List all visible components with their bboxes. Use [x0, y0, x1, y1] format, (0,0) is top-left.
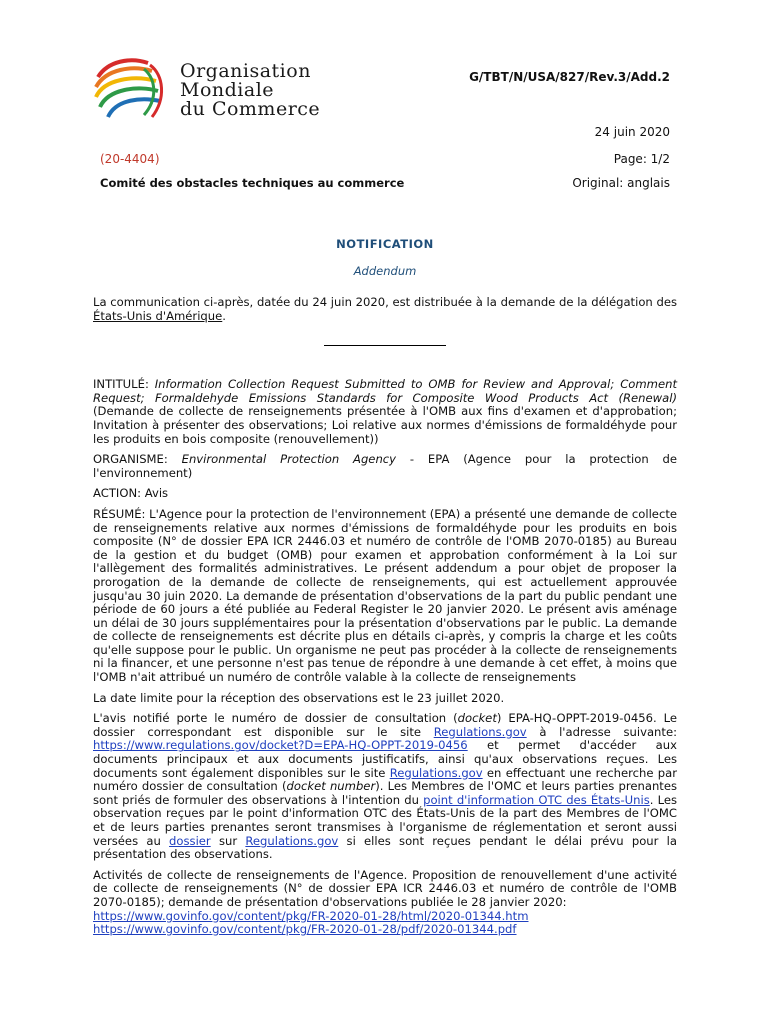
docket-text-2: ) EPA-HQ-OPPT-2019-0456. Le dossier correspondant est disponible sur le site: [93, 711, 678, 739]
wto-logo-icon: [90, 55, 180, 125]
activities-paragraph: [93, 869, 677, 937]
intro-text: La communication ci-après, datée du 24 juin 2020, est distribuée à la demande de la délégation des: [93, 295, 677, 309]
document-symbol: G/TBT/N/USA/827/Rev.3/Add.2: [469, 70, 670, 84]
document-date: 24 juin 2020: [594, 125, 670, 139]
docket-text-8: sur: [210, 833, 246, 848]
delegation-country: États-Unis d'Amérique: [93, 308, 223, 323]
agency-rest: - EPA (Agence pour la protection de l'environnement): [93, 452, 677, 480]
action-paragraph: ACTION: Avis: [93, 486, 169, 501]
resume-paragraph: RÉSUMÉ: L'Agence pour la protection de l'environnement (EPA) a présenté une demande de collecte de renseignements relative aux normes d'émissions de formaldéhyde pour les produits en bois composite (N° de dossier EPA ICR 2446.03 et numéro de contrôle de l'OMB 2070-0185) au Bureau de la gestion et du budget (OMB) pour examen et approbation conformément à la Loi sur l'allègement des formalités administratives. Le présent addendum a pour objet de proposer la prorogation de la demande de collecte de renseignements, qui est actuellement approuvée jusqu'au 30 juin 2020. La demande de présentation d'observations de la part du public pendant une période de 60 jours a été publiée au Federal Register le 20 janvier 2020. Le présent avis aménage un délai de 30 jours supplémentaires pour la présentation d'observations par le public. La demande de collecte de renseignements est décrite plus en détails ci-après, y compris la charge et les coûts qu'elle suppose pour le public. Un organisme ne peut pas procéder à la collecte de renseignements ni la financer, et une personne n'est pas tenue de répondre à une demande à cet effet, à moins que l'OMB n'ait attribué un numéro de contrôle valable à la collecte de renseignements: [93, 506, 677, 685]
activities-text: Activités de collecte de renseignements de l'Agence. Proposition de renouvellement d'une activité de collecte de renseignements (N° de dossier EPA ICR 2446.03 et numéro de contrôle de l'OMB 2070-0185); demande de présentation d'observations publiée le 28 janvier 2020:: [93, 867, 677, 909]
intitule-title-en: Information Collection Request Submitted to OMB for Review and Approval; Comment Request; Formaldehyde Emissions Standards for Composite Wood Products Act (Renewal): [93, 377, 677, 405]
separator-line: [324, 345, 446, 346]
organization-name: [180, 62, 320, 119]
intro-end: .: [222, 308, 226, 323]
organisme-paragraph: [93, 453, 677, 480]
intitule-label: INTITULÉ:: [93, 377, 155, 392]
govinfo-pdf-link[interactable]: https://www.govinfo.gov/content/pkg/FR-2020-01-28/pdf/2020-01344.pdf: [93, 922, 517, 937]
docket-number-term: docket number: [286, 779, 376, 794]
tbt-enquiry-point-link[interactable]: point d'information OTC des États-Unis: [423, 792, 650, 807]
org-line-2: Mondiale: [180, 79, 275, 101]
notification-title: NOTIFICATION: [336, 237, 434, 251]
docket-text-9: si elles sont reçues pendant le délai prévu pour la présentation des observations.: [93, 833, 677, 862]
regulations-link-1[interactable]: Regulations.gov: [433, 724, 527, 739]
org-line-1: Organisation: [180, 60, 311, 82]
deadline-paragraph: La date limite pour la réception des observations est le 23 juillet 2020.: [93, 690, 505, 705]
org-line-3: du Commerce: [180, 98, 321, 120]
docket-paragraph: [93, 712, 677, 862]
dossier-link[interactable]: dossier: [169, 833, 211, 848]
docket-word: docket: [457, 711, 497, 726]
regulations-link-3[interactable]: Regulations.gov: [245, 833, 339, 848]
docket-text-7: . Les observation reçues par le point d'information OTC des États-Unis de la part des Membres de l'OMC et de leurs parties prenantes seront transmises à l'organisme de réglementation et seront aussi versées au: [93, 792, 678, 848]
regulations-link-2[interactable]: Regulations.gov: [389, 765, 483, 780]
committee-name: Comité des obstacles techniques au commerce: [100, 176, 405, 190]
docket-url-link[interactable]: https://www.regulations.gov/docket?D=EPA-HQ-OPPT-2019-0456: [93, 738, 468, 753]
govinfo-html-link[interactable]: https://www.govinfo.gov/content/pkg/FR-2020-01-28/html/2020-01344.htm: [93, 908, 529, 923]
docket-text-4: et permet d'accéder aux documents principaux et aux documents justificatifs, ainsi qu'aux observations reçues. Les documents sont également disponibles sur le site: [93, 738, 677, 780]
docket-text-1: L'avis notifié porte le numéro de dossier de consultation (: [93, 711, 458, 726]
organisme-label: ORGANISME:: [93, 452, 182, 467]
intitule-paragraph: [93, 378, 677, 446]
docket-text-3: à l'adresse suivante:: [526, 724, 677, 739]
docket-text-6: ). Les Membres de l'OMC et leurs parties prenantes sont priés de formuler des observations à l'intention du: [93, 779, 678, 807]
reference-number: (20-4404): [100, 152, 160, 166]
page-indicator: Page: 1/2: [613, 152, 670, 166]
document-body: [93, 296, 677, 944]
intro-paragraph: [93, 296, 677, 323]
intitule-title-fr: (Demande de collecte de renseignements présentée à l'OMB aux fins d'examen et d'approbation; Invitation à présenter des observations; Loi relative aux normes d'émissions de formaldéhyde pour les produits en bois composite (renouvellement)): [93, 404, 677, 446]
docket-text-5: en effectuant une recherche par numéro dossier de consultation (: [93, 765, 677, 794]
agency-name: Environmental Protection Agency: [181, 452, 397, 467]
addendum-subtitle: Addendum: [353, 264, 417, 278]
original-language: Original: anglais: [572, 176, 670, 190]
